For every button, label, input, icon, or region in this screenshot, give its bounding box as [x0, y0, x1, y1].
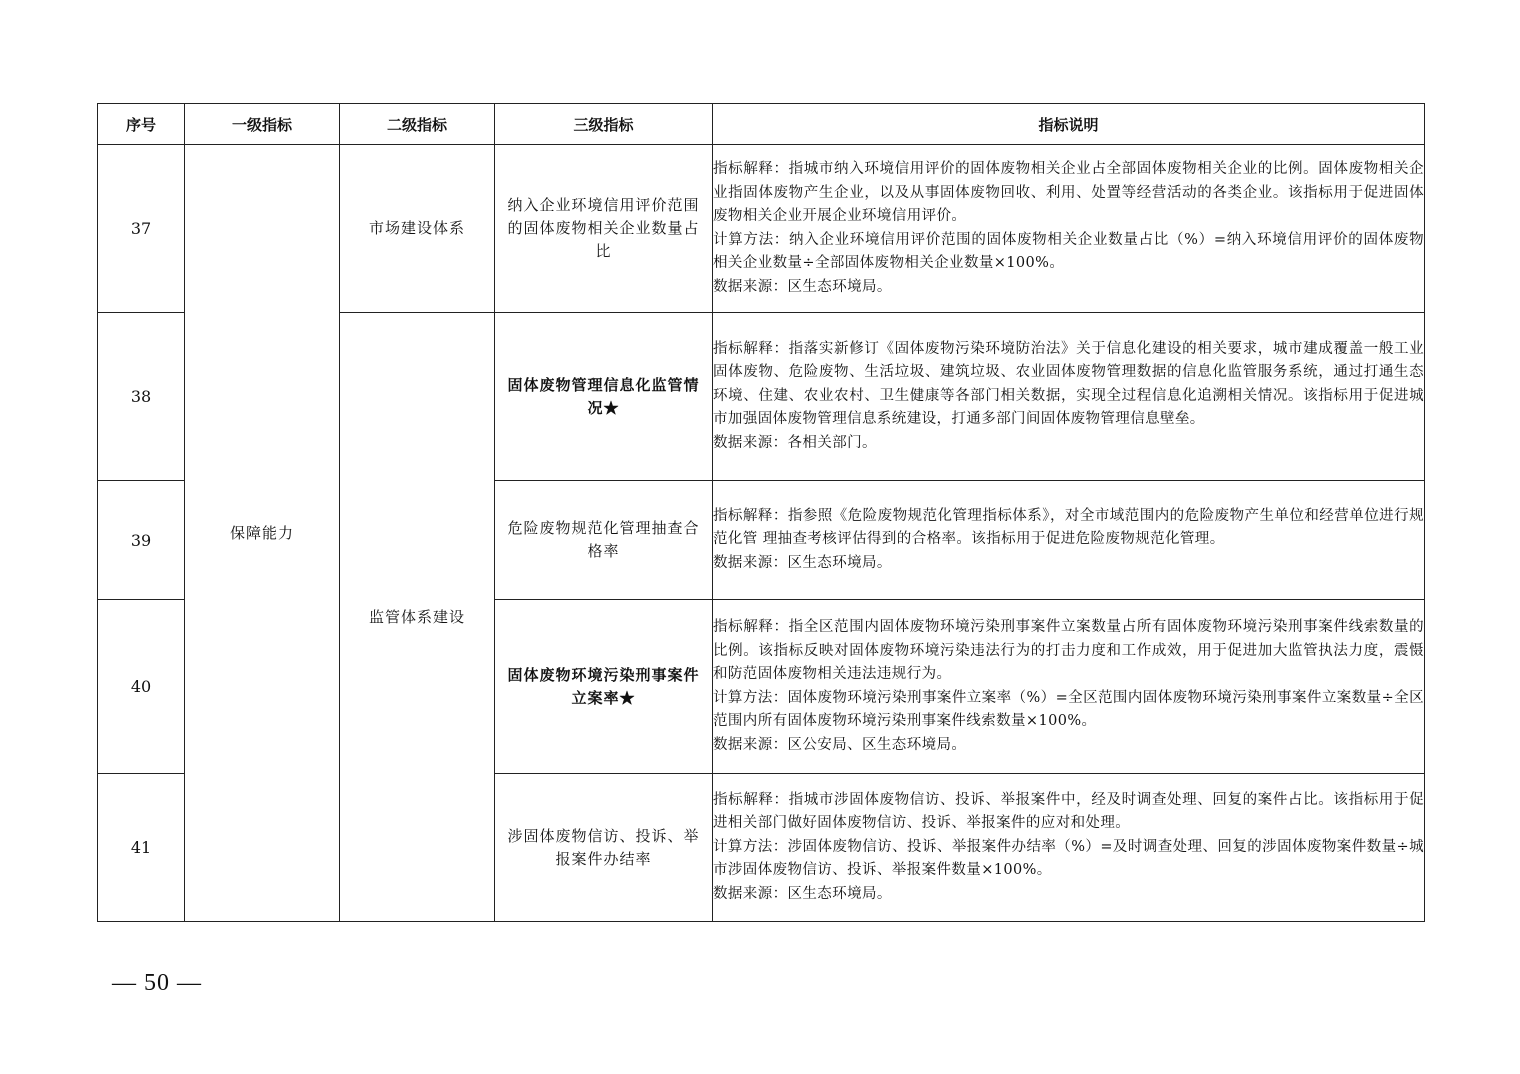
header-level1: 一级指标	[185, 104, 340, 145]
header-description: 指标说明	[713, 104, 1425, 145]
description-text: 指标解释：指城市涉固体废物信访、投诉、举报案件中，经及时调查处理、回复的案件占比。该指标用于促进相关部门做好固体废物信访、投诉、举报案件的应对和处理。	[713, 791, 1424, 832]
description-text: 指标解释：指城市纳入环境信用评价的固体废物相关企业占全部固体废物相关企业的比例。固体废物相关企业指固体废物产生企业，以及从事固体废物回收、利用、处置等经营活动的各类企业。该指标用于促进固体废物相关企业开展企业环境信用评价。	[713, 161, 1424, 224]
level2-cell: 监管体系建设	[340, 313, 495, 922]
row-number: 38	[98, 313, 185, 481]
level3-cell: 纳入企业环境信用评价范围的固体废物相关企业数量占比	[495, 145, 713, 313]
header-level3: 三级指标	[495, 104, 713, 145]
description-text: 指标解释：指落实新修订《固体废物污染环境防治法》关于信息化建设的相关要求，城市建成覆盖一般工业固体废物、危险废物、生活垃圾、建筑垃圾、农业固体废物管理数据的信息化监管服务系统，通过打通生态环境、住建、农业农村、卫生健康等各部门相关数据，实现全过程信息化追溯相关情况。该指标用于促进城市加强固体废物管理信息系统建设，打通多部门间固体废物管理信息壁垒。	[713, 340, 1424, 428]
description-text: 数据来源：区生态环境局。	[713, 885, 892, 902]
indicator-table	[97, 103, 1425, 922]
level3-cell: 危险废物规范化管理抽查合格率	[495, 481, 713, 600]
description-cell	[713, 313, 1425, 481]
description-cell	[713, 481, 1425, 600]
description-text: 指标解释：指全区范围内固体废物环境污染刑事案件立案数量占所有固体废物环境污染刑事案件线索数量的比例。该指标反映对固体废物环境污染违法行为的打击力度和工作成效，用于促进加大监管执法力度，震慑和防范固体废物相关违法违规行为。	[713, 619, 1424, 682]
level3-cell: 固体废物管理信息化监管情况★	[495, 313, 713, 481]
row-number: 39	[98, 481, 185, 600]
description-text: 数据来源：区生态环境局。	[713, 554, 892, 571]
description-text: 计算方法：涉固体废物信访、投诉、举报案件办结率（%）=及时调查处理、回复的涉固体废物案件数量÷城市涉固体废物信访、投诉、举报案件数量×100%。	[713, 838, 1424, 879]
page-number: — 50 —	[112, 970, 202, 996]
description-cell	[713, 145, 1425, 313]
description-text: 指标解释：指参照《危险废物规范化管理指标体系》，对全市域范围内的危险废物产生单位和经营单位进行规范化管 理抽查考核评估得到的合格率。该指标用于促进危险废物规范化管理。	[713, 507, 1424, 548]
level3-cell: 固体废物环境污染刑事案件立案率★	[495, 600, 713, 774]
description-text: 计算方法：固体废物环境污染刑事案件立案率（%）=全区范围内固体废物环境污染刑事案件立案数量÷全区范围内所有固体废物环境污染刑事案件线索数量×100%。	[713, 689, 1424, 729]
level2-cell: 市场建设体系	[340, 145, 495, 313]
row-number: 40	[98, 600, 185, 774]
row-number: 41	[98, 774, 185, 922]
level3-cell: 涉固体废物信访、投诉、举报案件办结率	[495, 774, 713, 922]
description-text: 数据来源：各相关部门。	[713, 434, 877, 451]
row-number: 37	[98, 145, 185, 313]
description-cell	[713, 600, 1425, 774]
description-text: 计算方法：纳入企业环境信用评价范围的固体废物相关企业数量占比（%）=纳入环境信用评价的固体废物相关企业数量÷全部固体废物相关企业数量×100%。	[713, 231, 1424, 271]
level1-cell: 保障能力	[185, 145, 340, 922]
header-level2: 二级指标	[340, 104, 495, 145]
description-text: 数据来源：区公安局、区生态环境局。	[713, 736, 967, 753]
description-text: 数据来源：区生态环境局。	[713, 278, 892, 295]
header-index: 序号	[98, 104, 185, 145]
table-header-row	[98, 104, 1425, 145]
description-cell	[713, 774, 1425, 922]
table-row	[98, 145, 1425, 313]
